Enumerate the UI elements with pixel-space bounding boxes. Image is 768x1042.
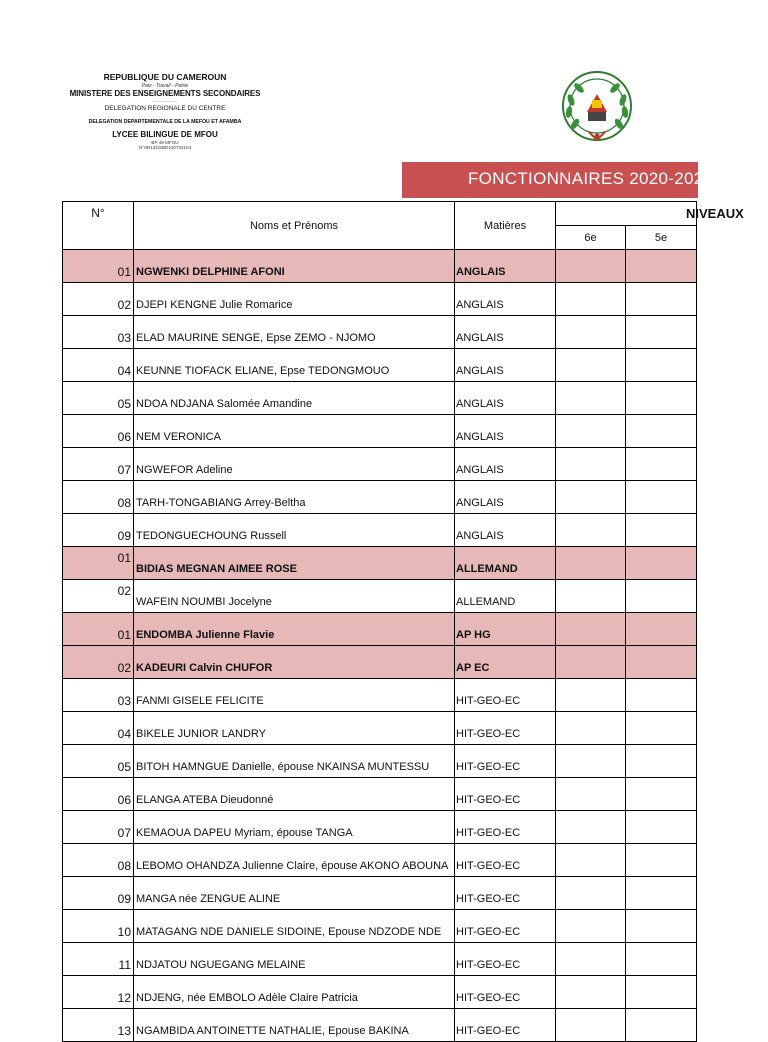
row-number: 07 xyxy=(63,811,134,844)
row-number: 08 xyxy=(63,844,134,877)
row-subject: ANGLAIS xyxy=(455,250,556,283)
row-number: 03 xyxy=(63,316,134,349)
table-row xyxy=(63,481,697,514)
row-class-5e xyxy=(626,1009,697,1042)
header-subjects: Matières xyxy=(455,202,556,250)
row-name: ELANGA ATEBA Dieudonné xyxy=(134,778,455,811)
row-name: TARH-TONGABIANG Arrey-Beltha xyxy=(134,481,455,514)
row-class-5e xyxy=(626,976,697,1009)
row-class-5e xyxy=(626,712,697,745)
table-row xyxy=(63,910,697,943)
row-class-6e xyxy=(556,349,626,382)
row-class-5e xyxy=(626,811,697,844)
row-name: BIKELE JUNIOR LANDRY xyxy=(134,712,455,745)
row-class-6e xyxy=(556,778,626,811)
row-name: BITOH HAMNGUE Danielle, épouse NKAINSA MUNTESSU xyxy=(134,745,455,778)
row-class-6e xyxy=(556,448,626,481)
row-subject: ANGLAIS xyxy=(455,349,556,382)
row-name: BIDIAS MEGNAN AIMEE ROSE xyxy=(134,547,455,580)
row-number: 04 xyxy=(63,349,134,382)
table-row xyxy=(63,745,697,778)
row-class-5e xyxy=(626,910,697,943)
row-subject: ANGLAIS xyxy=(455,481,556,514)
row-class-6e xyxy=(556,844,626,877)
row-class-6e xyxy=(556,646,626,679)
row-subject: ANGLAIS xyxy=(455,415,556,448)
row-class-5e xyxy=(626,547,697,580)
row-class-5e xyxy=(626,250,697,283)
row-number: 07 xyxy=(63,448,134,481)
ministry-title: MINISTERE DES ENSEIGNEMENTS SECONDAIRES xyxy=(69,88,261,98)
table-row xyxy=(63,415,697,448)
row-subject: HIT-GEO-EC xyxy=(455,745,556,778)
row-subject: ANGLAIS xyxy=(455,448,556,481)
row-name: DJEPI KENGNE Julie Romarice xyxy=(134,283,455,316)
header-names: Noms et Prénoms xyxy=(134,202,455,250)
row-number: 01 xyxy=(63,250,134,283)
table-row xyxy=(63,283,697,316)
row-number: 06 xyxy=(63,778,134,811)
row-subject: ALLEMAND xyxy=(455,580,556,613)
row-number: 06 xyxy=(63,415,134,448)
row-number: 12 xyxy=(63,976,134,1009)
national-motto: Paix - Travail - Patrie xyxy=(141,82,189,89)
table-row xyxy=(63,316,697,349)
row-number: 02 xyxy=(63,580,134,613)
row-name: WAFEIN NOUMBI Jocelyne xyxy=(134,580,455,613)
row-class-6e xyxy=(556,712,626,745)
header-number: N° xyxy=(63,202,134,250)
row-name: KEMAOUA DAPEU Myriam, épouse TANGA xyxy=(134,811,455,844)
row-subject: ANGLAIS xyxy=(455,382,556,415)
row-subject: AP EC xyxy=(455,646,556,679)
row-class-5e xyxy=(626,580,697,613)
table-row xyxy=(63,250,697,283)
header-class-5e: 5e xyxy=(626,226,697,250)
row-number: 05 xyxy=(63,745,134,778)
table-row xyxy=(63,976,697,1009)
header-levels: NIVEAUX xyxy=(556,202,697,226)
row-class-6e xyxy=(556,976,626,1009)
po-box: BP 49 MFOU xyxy=(151,139,179,145)
row-name: NDJENG, née EMBOLO Adèle Claire Patricia xyxy=(134,976,455,1009)
row-subject: HIT-GEO-EC xyxy=(455,778,556,811)
table-row xyxy=(63,811,697,844)
row-class-5e xyxy=(626,382,697,415)
row-class-6e xyxy=(556,283,626,316)
row-class-6e xyxy=(556,877,626,910)
table-row xyxy=(63,514,697,547)
row-class-6e xyxy=(556,382,626,415)
row-class-6e xyxy=(556,481,626,514)
table-row xyxy=(63,778,697,811)
row-class-6e xyxy=(556,547,626,580)
row-name: NDJATOU NGUEGANG MELAINE xyxy=(134,943,455,976)
row-number: 05 xyxy=(63,382,134,415)
table-row xyxy=(63,547,697,580)
staff-table-body xyxy=(63,250,697,1042)
row-class-5e xyxy=(626,646,697,679)
row-name: NGAMBIDA ANTOINETTE NATHALIE, Epouse BAKINA xyxy=(134,1009,455,1042)
row-class-5e xyxy=(626,448,697,481)
title-banner xyxy=(402,162,714,198)
departmental-delegation: DELEGATION DEPARTEMENTALE DE LA MEFOU ET AFAMBA xyxy=(88,119,242,125)
table-row xyxy=(63,1009,697,1042)
table-row xyxy=(63,646,697,679)
row-number: 08 xyxy=(63,481,134,514)
table-row xyxy=(63,943,697,976)
table-row xyxy=(63,580,697,613)
row-name: ENDOMBA Julienne Flavie xyxy=(134,613,455,646)
row-name: ELAD MAURINE SENGE, Epse ZEMO - NJOMO xyxy=(134,316,455,349)
table-row xyxy=(63,712,697,745)
row-class-5e xyxy=(626,514,697,547)
staff-table xyxy=(62,201,744,1042)
row-class-5e xyxy=(626,844,697,877)
row-number: 01 xyxy=(63,613,134,646)
letterhead xyxy=(60,72,270,151)
row-subject: ANGLAIS xyxy=(455,283,556,316)
row-subject: ALLEMAND xyxy=(455,547,556,580)
row-subject: HIT-GEO-EC xyxy=(455,943,556,976)
republic-title: REPUBLIQUE DU CAMEROUN xyxy=(103,72,227,82)
row-name: NGWENKI DELPHINE AFONI xyxy=(134,250,455,283)
row-class-6e xyxy=(556,613,626,646)
row-class-6e xyxy=(556,811,626,844)
row-class-5e xyxy=(626,877,697,910)
row-subject: HIT-GEO-EC xyxy=(455,877,556,910)
row-subject: HIT-GEO-EC xyxy=(455,1009,556,1042)
row-name: MATAGANG NDE DANIELE SIDOINE, Epouse NDZODE NDE xyxy=(134,910,455,943)
row-class-5e xyxy=(626,349,697,382)
row-subject: ANGLAIS xyxy=(455,316,556,349)
row-name: FANMI GISELE FELICITE xyxy=(134,679,455,712)
school-name: LYCEE BILINGUE DE MFOU xyxy=(112,129,218,139)
table-row xyxy=(63,679,697,712)
row-class-5e xyxy=(626,415,697,448)
row-class-6e xyxy=(556,745,626,778)
row-class-6e xyxy=(556,910,626,943)
row-class-5e xyxy=(626,316,697,349)
row-number: 01 xyxy=(63,547,134,580)
row-name: NDOA NDJANA Salomée Amandine xyxy=(134,382,455,415)
row-name: NEM VERONICA xyxy=(134,415,455,448)
table-row xyxy=(63,349,697,382)
row-class-6e xyxy=(556,679,626,712)
row-class-6e xyxy=(556,316,626,349)
table-row xyxy=(63,613,697,646)
row-class-5e xyxy=(626,745,697,778)
row-number: 03 xyxy=(63,679,134,712)
row-number: 09 xyxy=(63,514,134,547)
row-number: 13 xyxy=(63,1009,134,1042)
row-class-6e xyxy=(556,1009,626,1042)
row-class-5e xyxy=(626,943,697,976)
row-class-5e xyxy=(626,778,697,811)
row-subject: HIT-GEO-EC xyxy=(455,844,556,877)
row-class-6e xyxy=(556,514,626,547)
row-subject: AP HG xyxy=(455,613,556,646)
school-emblem-icon xyxy=(559,70,635,146)
row-number: 09 xyxy=(63,877,134,910)
row-subject: ANGLAIS xyxy=(455,514,556,547)
row-subject: HIT-GEO-EC xyxy=(455,976,556,1009)
row-name: LEBOMO OHANDZA Julienne Claire, épouse AKONO ABOUNA xyxy=(134,844,455,877)
table-header-row xyxy=(63,202,697,226)
row-class-5e xyxy=(626,613,697,646)
table-row xyxy=(63,877,697,910)
row-name: KEUNNE TIOFACK ELIANE, Epse TEDONGMOUO xyxy=(134,349,455,382)
letterhead-separator: ------------------ xyxy=(153,97,177,103)
row-name: TEDONGUECHOUNG Russell xyxy=(134,514,455,547)
regional-delegation: DELEGATION REGIONALE DU CENTRE xyxy=(104,104,226,112)
row-subject: HIT-GEO-EC xyxy=(455,712,556,745)
row-class-5e xyxy=(626,679,697,712)
row-number: 04 xyxy=(63,712,134,745)
row-subject: HIT-GEO-EC xyxy=(455,910,556,943)
row-class-6e xyxy=(556,580,626,613)
banner-title: FONCTIONNAIRES 2020-2021 xyxy=(468,169,714,188)
row-class-6e xyxy=(556,943,626,976)
row-class-6e xyxy=(556,250,626,283)
row-number: 02 xyxy=(63,283,134,316)
row-subject: HIT-GEO-EC xyxy=(455,811,556,844)
row-class-6e xyxy=(556,415,626,448)
header-class-6e: 6e xyxy=(556,226,626,250)
row-class-5e xyxy=(626,283,697,316)
row-number: 10 xyxy=(63,910,134,943)
row-name: NGWEFOR Adeline xyxy=(134,448,455,481)
row-subject: HIT-GEO-EC xyxy=(455,679,556,712)
table-row xyxy=(63,844,697,877)
row-name: KADEURI Calvin CHUFOR xyxy=(134,646,455,679)
table-row xyxy=(63,448,697,481)
table-row xyxy=(63,382,697,415)
row-number: 02 xyxy=(63,646,134,679)
school-code: N°SR13GSBD110733104 xyxy=(138,145,192,151)
row-name: MANGA née ZENGUE ALINE xyxy=(134,877,455,910)
row-number: 11 xyxy=(63,943,134,976)
row-class-5e xyxy=(626,481,697,514)
